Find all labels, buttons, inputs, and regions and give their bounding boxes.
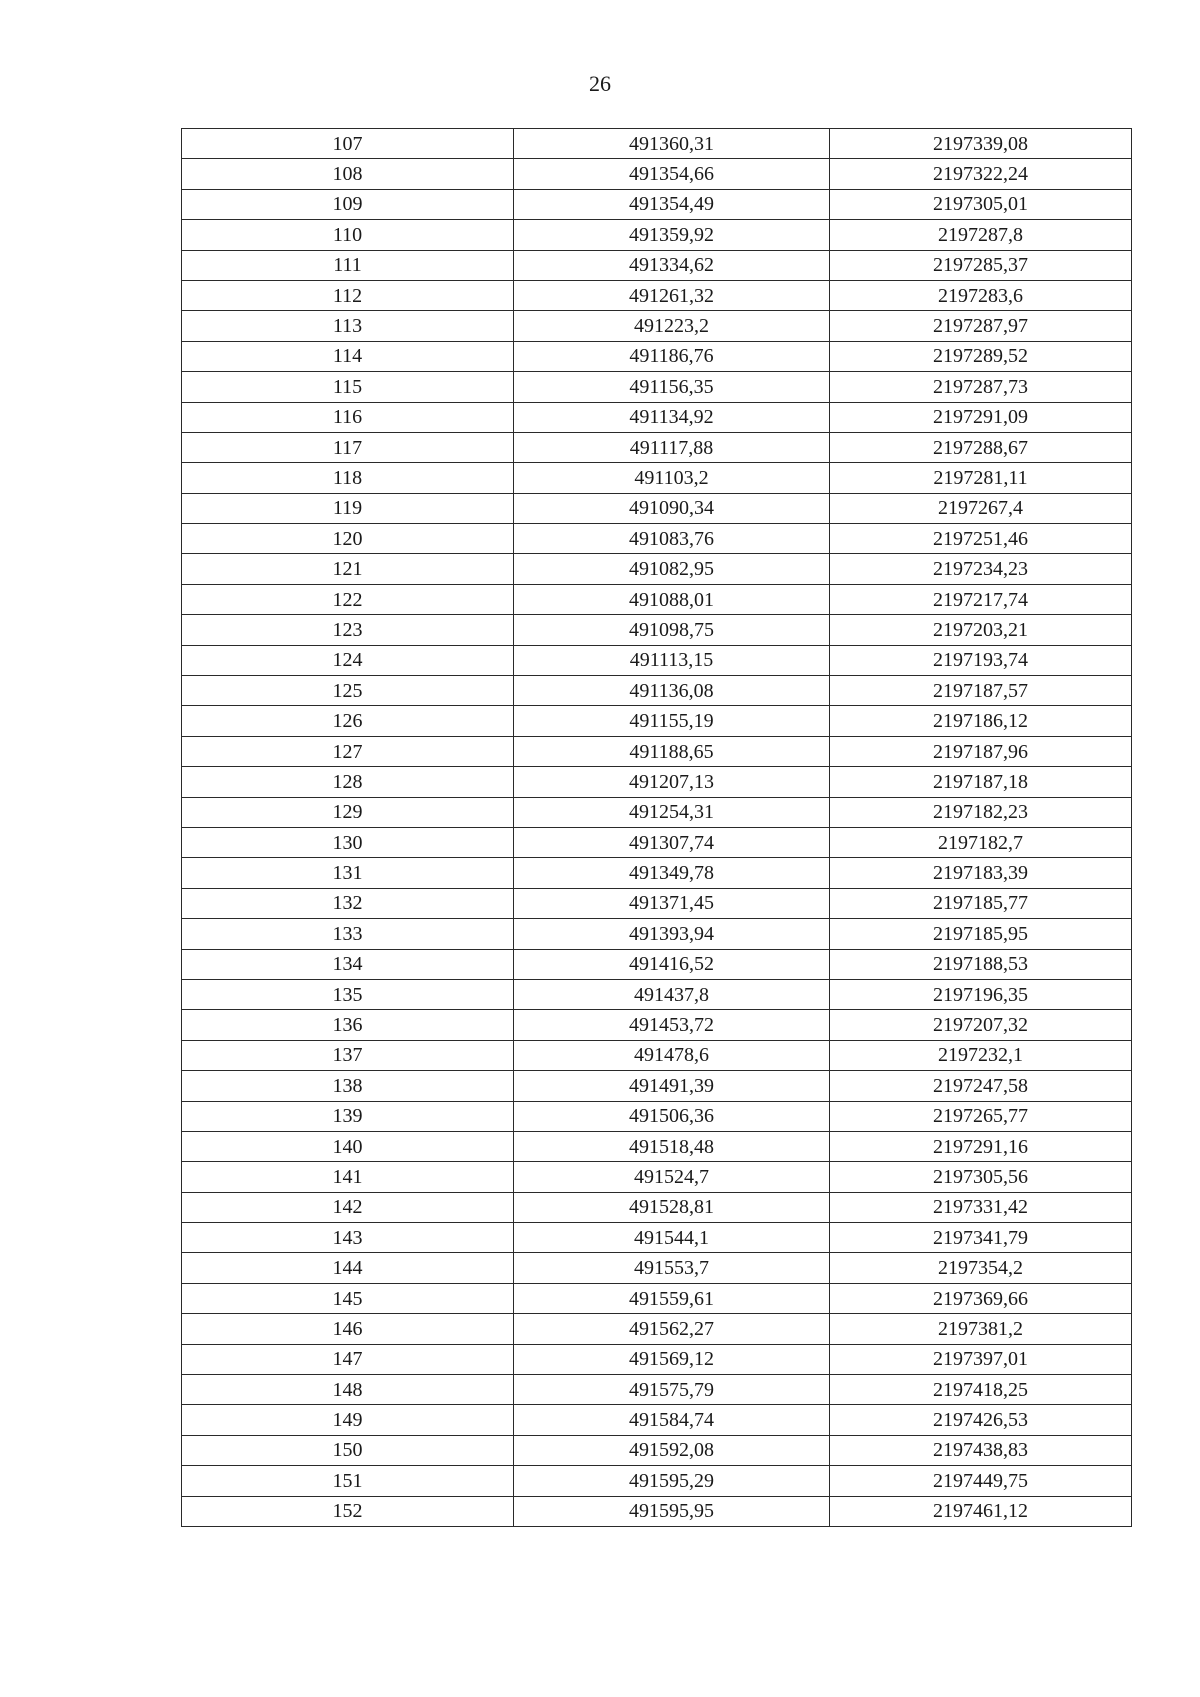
point-number-cell: 149	[182, 1405, 514, 1435]
table-row	[182, 645, 1132, 675]
y-coordinate-cell: 2197232,1	[830, 1040, 1132, 1070]
y-coordinate-cell: 2197193,74	[830, 645, 1132, 675]
point-number-cell: 142	[182, 1192, 514, 1222]
table-row	[182, 797, 1132, 827]
coordinates-table	[181, 128, 1132, 1527]
point-number-cell: 120	[182, 524, 514, 554]
y-coordinate-cell: 2197289,52	[830, 341, 1132, 371]
point-number-cell: 129	[182, 797, 514, 827]
x-coordinate-cell: 491261,32	[514, 280, 830, 310]
y-coordinate-cell: 2197322,24	[830, 159, 1132, 189]
coordinates-table-body	[182, 129, 1132, 1527]
table-row	[182, 341, 1132, 371]
point-number-cell: 131	[182, 858, 514, 888]
point-number-cell: 137	[182, 1040, 514, 1070]
point-number-cell: 143	[182, 1223, 514, 1253]
y-coordinate-cell: 2197267,4	[830, 493, 1132, 523]
table-row	[182, 129, 1132, 159]
x-coordinate-cell: 491416,52	[514, 949, 830, 979]
table-row	[182, 220, 1132, 250]
x-coordinate-cell: 491349,78	[514, 858, 830, 888]
table-row	[182, 1314, 1132, 1344]
point-number-cell: 111	[182, 250, 514, 280]
table-row	[182, 463, 1132, 493]
x-coordinate-cell: 491595,95	[514, 1496, 830, 1526]
point-number-cell: 110	[182, 220, 514, 250]
x-coordinate-cell: 491544,1	[514, 1223, 830, 1253]
y-coordinate-cell: 2197354,2	[830, 1253, 1132, 1283]
table-row	[182, 858, 1132, 888]
table-row	[182, 1253, 1132, 1283]
y-coordinate-cell: 2197305,56	[830, 1162, 1132, 1192]
point-number-cell: 152	[182, 1496, 514, 1526]
x-coordinate-cell: 491453,72	[514, 1010, 830, 1040]
y-coordinate-cell: 2197287,97	[830, 311, 1132, 341]
table-row	[182, 1040, 1132, 1070]
y-coordinate-cell: 2197341,79	[830, 1223, 1132, 1253]
y-coordinate-cell: 2197339,08	[830, 129, 1132, 159]
x-coordinate-cell: 491371,45	[514, 888, 830, 918]
table-row	[182, 524, 1132, 554]
table-row	[182, 280, 1132, 310]
point-number-cell: 128	[182, 767, 514, 797]
point-number-cell: 151	[182, 1466, 514, 1496]
point-number-cell: 150	[182, 1435, 514, 1465]
page-number: 26	[589, 71, 611, 96]
table-row	[182, 1010, 1132, 1040]
x-coordinate-cell: 491393,94	[514, 919, 830, 949]
y-coordinate-cell: 2197186,12	[830, 706, 1132, 736]
y-coordinate-cell: 2197291,09	[830, 402, 1132, 432]
point-number-cell: 115	[182, 372, 514, 402]
y-coordinate-cell: 2197287,73	[830, 372, 1132, 402]
point-number-cell: 134	[182, 949, 514, 979]
x-coordinate-cell: 491156,35	[514, 372, 830, 402]
table-row	[182, 706, 1132, 736]
y-coordinate-cell: 2197285,37	[830, 250, 1132, 280]
point-number-cell: 114	[182, 341, 514, 371]
x-coordinate-cell: 491113,15	[514, 645, 830, 675]
table-row	[182, 493, 1132, 523]
table-row	[182, 1162, 1132, 1192]
y-coordinate-cell: 2197438,83	[830, 1435, 1132, 1465]
y-coordinate-cell: 2197381,2	[830, 1314, 1132, 1344]
y-coordinate-cell: 2197291,16	[830, 1131, 1132, 1161]
y-coordinate-cell: 2197182,23	[830, 797, 1132, 827]
y-coordinate-cell: 2197183,39	[830, 858, 1132, 888]
x-coordinate-cell: 491478,6	[514, 1040, 830, 1070]
table-row	[182, 949, 1132, 979]
x-coordinate-cell: 491103,2	[514, 463, 830, 493]
point-number-cell: 141	[182, 1162, 514, 1192]
y-coordinate-cell: 2197287,8	[830, 220, 1132, 250]
table-row	[182, 1131, 1132, 1161]
y-coordinate-cell: 2197182,7	[830, 827, 1132, 857]
table-row	[182, 1071, 1132, 1101]
point-number-cell: 140	[182, 1131, 514, 1161]
y-coordinate-cell: 2197187,57	[830, 676, 1132, 706]
table-row	[182, 554, 1132, 584]
point-number-cell: 113	[182, 311, 514, 341]
table-row	[182, 250, 1132, 280]
y-coordinate-cell: 2197217,74	[830, 584, 1132, 614]
point-number-cell: 126	[182, 706, 514, 736]
y-coordinate-cell: 2197185,95	[830, 919, 1132, 949]
point-number-cell: 127	[182, 736, 514, 766]
x-coordinate-cell: 491553,7	[514, 1253, 830, 1283]
table-row	[182, 1192, 1132, 1222]
table-row	[182, 615, 1132, 645]
x-coordinate-cell: 491134,92	[514, 402, 830, 432]
table-row	[182, 1435, 1132, 1465]
y-coordinate-cell: 2197288,67	[830, 432, 1132, 462]
point-number-cell: 116	[182, 402, 514, 432]
y-coordinate-cell: 2197234,23	[830, 554, 1132, 584]
point-number-cell: 133	[182, 919, 514, 949]
table-row	[182, 1496, 1132, 1526]
table-row	[182, 189, 1132, 219]
point-number-cell: 117	[182, 432, 514, 462]
point-number-cell: 146	[182, 1314, 514, 1344]
y-coordinate-cell: 2197187,96	[830, 736, 1132, 766]
y-coordinate-cell: 2197247,58	[830, 1071, 1132, 1101]
x-coordinate-cell: 491254,31	[514, 797, 830, 827]
point-number-cell: 139	[182, 1101, 514, 1131]
y-coordinate-cell: 2197449,75	[830, 1466, 1132, 1496]
x-coordinate-cell: 491584,74	[514, 1405, 830, 1435]
table-row	[182, 1344, 1132, 1374]
point-number-cell: 112	[182, 280, 514, 310]
table-row	[182, 584, 1132, 614]
y-coordinate-cell: 2197418,25	[830, 1375, 1132, 1405]
x-coordinate-cell: 491354,49	[514, 189, 830, 219]
y-coordinate-cell: 2197265,77	[830, 1101, 1132, 1131]
table-row	[182, 1101, 1132, 1131]
table-row	[182, 888, 1132, 918]
point-number-cell: 130	[182, 827, 514, 857]
point-number-cell: 107	[182, 129, 514, 159]
x-coordinate-cell: 491506,36	[514, 1101, 830, 1131]
y-coordinate-cell: 2197203,21	[830, 615, 1132, 645]
x-coordinate-cell: 491562,27	[514, 1314, 830, 1344]
table-row	[182, 1405, 1132, 1435]
table-row	[182, 372, 1132, 402]
x-coordinate-cell: 491307,74	[514, 827, 830, 857]
x-coordinate-cell: 491524,7	[514, 1162, 830, 1192]
x-coordinate-cell: 491188,65	[514, 736, 830, 766]
x-coordinate-cell: 491354,66	[514, 159, 830, 189]
x-coordinate-cell: 491359,92	[514, 220, 830, 250]
x-coordinate-cell: 491334,62	[514, 250, 830, 280]
point-number-cell: 136	[182, 1010, 514, 1040]
y-coordinate-cell: 2197185,77	[830, 888, 1132, 918]
x-coordinate-cell: 491136,08	[514, 676, 830, 706]
y-coordinate-cell: 2197397,01	[830, 1344, 1132, 1374]
point-number-cell: 108	[182, 159, 514, 189]
x-coordinate-cell: 491117,88	[514, 432, 830, 462]
y-coordinate-cell: 2197188,53	[830, 949, 1132, 979]
table-row	[182, 767, 1132, 797]
y-coordinate-cell: 2197196,35	[830, 979, 1132, 1009]
table-row	[182, 1283, 1132, 1313]
y-coordinate-cell: 2197251,46	[830, 524, 1132, 554]
x-coordinate-cell: 491595,29	[514, 1466, 830, 1496]
table-row	[182, 736, 1132, 766]
x-coordinate-cell: 491088,01	[514, 584, 830, 614]
x-coordinate-cell: 491559,61	[514, 1283, 830, 1313]
x-coordinate-cell: 491186,76	[514, 341, 830, 371]
x-coordinate-cell: 491090,34	[514, 493, 830, 523]
point-number-cell: 135	[182, 979, 514, 1009]
y-coordinate-cell: 2197283,6	[830, 280, 1132, 310]
y-coordinate-cell: 2197305,01	[830, 189, 1132, 219]
point-number-cell: 123	[182, 615, 514, 645]
x-coordinate-cell: 491223,2	[514, 311, 830, 341]
y-coordinate-cell: 2197281,11	[830, 463, 1132, 493]
x-coordinate-cell: 491098,75	[514, 615, 830, 645]
y-coordinate-cell: 2197426,53	[830, 1405, 1132, 1435]
table-row	[182, 159, 1132, 189]
table-row	[182, 402, 1132, 432]
table-row	[182, 919, 1132, 949]
y-coordinate-cell: 2197331,42	[830, 1192, 1132, 1222]
y-coordinate-cell: 2197461,12	[830, 1496, 1132, 1526]
x-coordinate-cell: 491528,81	[514, 1192, 830, 1222]
point-number-cell: 148	[182, 1375, 514, 1405]
y-coordinate-cell: 2197187,18	[830, 767, 1132, 797]
point-number-cell: 125	[182, 676, 514, 706]
table-row	[182, 979, 1132, 1009]
table-row	[182, 311, 1132, 341]
x-coordinate-cell: 491575,79	[514, 1375, 830, 1405]
y-coordinate-cell: 2197369,66	[830, 1283, 1132, 1313]
x-coordinate-cell: 491207,13	[514, 767, 830, 797]
point-number-cell: 118	[182, 463, 514, 493]
point-number-cell: 132	[182, 888, 514, 918]
x-coordinate-cell: 491360,31	[514, 129, 830, 159]
point-number-cell: 109	[182, 189, 514, 219]
x-coordinate-cell: 491569,12	[514, 1344, 830, 1374]
x-coordinate-cell: 491592,08	[514, 1435, 830, 1465]
x-coordinate-cell: 491083,76	[514, 524, 830, 554]
point-number-cell: 145	[182, 1283, 514, 1313]
point-number-cell: 124	[182, 645, 514, 675]
point-number-cell: 122	[182, 584, 514, 614]
table-row	[182, 676, 1132, 706]
table-row	[182, 432, 1132, 462]
point-number-cell: 147	[182, 1344, 514, 1374]
x-coordinate-cell: 491082,95	[514, 554, 830, 584]
point-number-cell: 138	[182, 1071, 514, 1101]
table-row	[182, 1466, 1132, 1496]
point-number-cell: 119	[182, 493, 514, 523]
table-row	[182, 1375, 1132, 1405]
point-number-cell: 121	[182, 554, 514, 584]
x-coordinate-cell: 491155,19	[514, 706, 830, 736]
x-coordinate-cell: 491437,8	[514, 979, 830, 1009]
y-coordinate-cell: 2197207,32	[830, 1010, 1132, 1040]
table-row	[182, 1223, 1132, 1253]
x-coordinate-cell: 491491,39	[514, 1071, 830, 1101]
x-coordinate-cell: 491518,48	[514, 1131, 830, 1161]
table-row	[182, 827, 1132, 857]
point-number-cell: 144	[182, 1253, 514, 1283]
